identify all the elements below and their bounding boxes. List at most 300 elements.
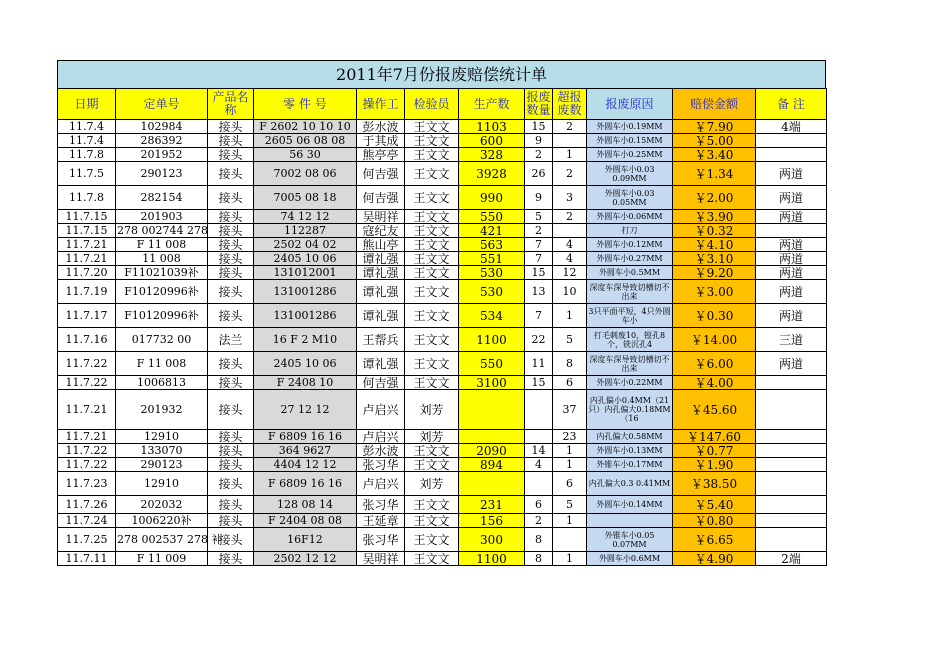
cell-qty: 231 (459, 496, 525, 514)
cell-qty: 1103 (459, 120, 525, 134)
cell-date: 11.7.22 (58, 376, 116, 390)
cell-amount: ￥7.90 (673, 120, 756, 134)
cell-scrap: 9 (525, 186, 553, 210)
cell-scrap: 15 (525, 376, 553, 390)
cell-inspector: 王文文 (405, 514, 459, 528)
cell-date: 11.7.11 (58, 552, 116, 566)
cell-product: 接头 (208, 280, 254, 304)
cell-worker: 熊山亭 (357, 238, 405, 252)
cell-product: 接头 (208, 210, 254, 224)
cell-inspector: 王文文 (405, 444, 459, 458)
cell-scrap: 4 (525, 458, 553, 472)
cell-worker: 谭礼强 (357, 352, 405, 376)
cell-inspector: 王文文 (405, 186, 459, 210)
cell-worker: 于其成 (357, 134, 405, 148)
cell-order: 12910 (116, 472, 208, 496)
header-over: 超报废数 (553, 89, 587, 120)
cell-worker: 何吉强 (357, 162, 405, 186)
cell-amount: ￥3.90 (673, 210, 756, 224)
table-row (58, 328, 827, 352)
cell-inspector: 王文文 (405, 528, 459, 552)
cell-date: 11.7.15 (58, 210, 116, 224)
cell-order: 290123 (116, 162, 208, 186)
cell-over: 12 (553, 266, 587, 280)
cell-order: 1006220补 (116, 514, 208, 528)
header-row (58, 89, 827, 120)
cell-amount: ￥45.60 (673, 390, 756, 430)
cell-scrap: 6 (525, 496, 553, 514)
cell-over: 3 (553, 186, 587, 210)
cell-order: 201903 (116, 210, 208, 224)
cell-date: 11.7.21 (58, 390, 116, 430)
cell-date: 11.7.4 (58, 120, 116, 134)
cell-scrap: 2 (525, 514, 553, 528)
cell-reason: 内孔偏大0.3 0.41MM (587, 472, 673, 496)
cell-inspector: 王文文 (405, 328, 459, 352)
cell-over: 23 (553, 430, 587, 444)
header-inspector: 检验员 (405, 89, 459, 120)
cell-qty: 563 (459, 238, 525, 252)
cell-part: 131001286 (254, 280, 357, 304)
cell-reason: 深度车深导致切槽切不出来 (587, 352, 673, 376)
cell-qty: 534 (459, 304, 525, 328)
cell-note (756, 390, 827, 430)
cell-over: 2 (553, 162, 587, 186)
table-row (58, 472, 827, 496)
cell-product: 接头 (208, 444, 254, 458)
cell-over: 10 (553, 280, 587, 304)
cell-order: 202032 (116, 496, 208, 514)
cell-amount: ￥2.00 (673, 186, 756, 210)
cell-inspector: 王文文 (405, 210, 459, 224)
cell-qty: 156 (459, 514, 525, 528)
cell-worker: 王延章 (357, 514, 405, 528)
cell-qty (459, 430, 525, 444)
cell-reason: 打毛刺废10，镗孔8个，铣沉孔4 (587, 328, 673, 352)
cell-part: 4404 12 12 (254, 458, 357, 472)
cell-part: F 2602 10 10 10 (254, 120, 357, 134)
cell-reason: 打刀 (587, 224, 673, 238)
cell-amount: ￥147.60 (673, 430, 756, 444)
cell-qty: 1100 (459, 328, 525, 352)
cell-qty: 600 (459, 134, 525, 148)
cell-date: 11.7.8 (58, 148, 116, 162)
cell-over: 2 (553, 120, 587, 134)
cell-qty: 2090 (459, 444, 525, 458)
cell-worker: 谭礼强 (357, 304, 405, 328)
cell-product: 接头 (208, 514, 254, 528)
cell-part: 364 9627 (254, 444, 357, 458)
cell-amount: ￥5.00 (673, 134, 756, 148)
cell-reason: 外圆车小0.13MM (587, 444, 673, 458)
table-row (58, 280, 827, 304)
cell-date: 11.7.19 (58, 280, 116, 304)
cell-order: 282154 (116, 186, 208, 210)
cell-worker: 寇纪友 (357, 224, 405, 238)
cell-product: 接头 (208, 376, 254, 390)
cell-reason: 内孔偏大0.58MM (587, 430, 673, 444)
cell-order: F11021039补 (116, 266, 208, 280)
cell-amount: ￥0.32 (673, 224, 756, 238)
cell-note: 三道 (756, 328, 827, 352)
cell-scrap: 15 (525, 266, 553, 280)
cell-worker: 谭礼强 (357, 266, 405, 280)
cell-order: F 11 009 (116, 552, 208, 566)
cell-qty: 551 (459, 252, 525, 266)
cell-note: 两道 (756, 266, 827, 280)
cell-worker: 张习华 (357, 496, 405, 514)
cell-note (756, 496, 827, 514)
cell-product: 法兰 (208, 328, 254, 352)
cell-product: 接头 (208, 238, 254, 252)
cell-part: 131001286 (254, 304, 357, 328)
cell-qty: 300 (459, 528, 525, 552)
table-row (58, 148, 827, 162)
cell-date: 11.7.16 (58, 328, 116, 352)
cell-amount: ￥3.00 (673, 280, 756, 304)
cell-over: 5 (553, 328, 587, 352)
cell-reason: 外圆车小0.19MM (587, 120, 673, 134)
cell-reason: 外圆车小0.25MM (587, 148, 673, 162)
cell-part: F 6809 16 16 (254, 472, 357, 496)
cell-reason: 外锥车小0.05 0.07MM (587, 528, 673, 552)
cell-product: 接头 (208, 120, 254, 134)
cell-date: 11.7.24 (58, 514, 116, 528)
cell-date: 11.7.22 (58, 352, 116, 376)
cell-part: 27 12 12 (254, 390, 357, 430)
cell-over: 6 (553, 376, 587, 390)
cell-amount: ￥4.10 (673, 238, 756, 252)
cell-order: 278 002744 278 (117, 223, 208, 237)
table-row (58, 162, 827, 186)
cell-note: 两道 (756, 280, 827, 304)
cell-order: 201932 (116, 390, 208, 430)
cell-date: 11.7.20 (58, 266, 116, 280)
cell-reason: 外圆车小0.15MM (587, 134, 673, 148)
cell-order: 290123 (116, 458, 208, 472)
table-row (58, 224, 827, 238)
cell-order: 12910 (116, 430, 208, 444)
cell-date: 11.7.5 (58, 162, 116, 186)
cell-reason: 外锥车小0.17MM (587, 458, 673, 472)
cell-reason: 3只平面平短，4只外圆车小 (587, 304, 673, 328)
cell-date: 11.7.22 (58, 444, 116, 458)
cell-scrap (525, 390, 553, 430)
table-row (58, 496, 827, 514)
cell-part: F 2408 10 (254, 376, 357, 390)
cell-note (756, 444, 827, 458)
table-row (58, 304, 827, 328)
cell-product: 接头 (208, 148, 254, 162)
cell-part: 2405 10 06 (254, 352, 357, 376)
cell-reason: 外圆车小0.03 0.09MM (587, 162, 673, 186)
cell-order: 133070 (116, 444, 208, 458)
cell-note (756, 528, 827, 552)
cell-scrap: 8 (525, 552, 553, 566)
cell-inspector: 王文文 (405, 376, 459, 390)
cell-inspector: 王文文 (405, 252, 459, 266)
cell-amount: ￥1.34 (673, 162, 756, 186)
header-product: 产品名称 (208, 89, 254, 120)
cell-inspector: 王文文 (405, 162, 459, 186)
cell-worker: 张习华 (357, 458, 405, 472)
cell-reason: 外圆车小0.06MM (587, 210, 673, 224)
cell-inspector: 王文文 (405, 148, 459, 162)
cell-worker: 熊亭亭 (357, 148, 405, 162)
cell-scrap: 26 (525, 162, 553, 186)
cell-order: F10120996补 (116, 280, 208, 304)
cell-over: 5 (553, 496, 587, 514)
cell-amount: ￥6.65 (673, 528, 756, 552)
cell-scrap: 15 (525, 120, 553, 134)
cell-product: 接头 (208, 496, 254, 514)
cell-date: 11.7.25 (58, 528, 116, 552)
cell-qty: 530 (459, 280, 525, 304)
table-row (58, 552, 827, 566)
cell-date: 11.7.21 (58, 252, 116, 266)
cell-product: 接头 (208, 430, 254, 444)
cell-qty: 3928 (459, 162, 525, 186)
cell-reason: 外圆车小0.03 0.05MM (587, 186, 673, 210)
cell-inspector: 王文文 (405, 224, 459, 238)
cell-worker: 王帮兵 (357, 328, 405, 352)
cell-over: 37 (553, 390, 587, 430)
cell-scrap: 2 (525, 148, 553, 162)
cell-order: 11 008 (116, 252, 208, 266)
cell-date: 11.7.4 (58, 134, 116, 148)
cell-part: 74 12 12 (254, 210, 357, 224)
header-date: 日期 (58, 89, 116, 120)
cell-inspector: 王文文 (405, 552, 459, 566)
cell-note: 两道 (756, 352, 827, 376)
header-part: 零 件 号 (254, 89, 357, 120)
cell-note: 4端 (756, 120, 827, 134)
table-row (58, 390, 827, 430)
cell-note: 两道 (756, 186, 827, 210)
table-row (58, 430, 827, 444)
sheet-title: 2011年7月份报废赔偿统计单 (57, 60, 826, 88)
cell-part: 7005 08 18 (254, 186, 357, 210)
cell-part: 56 30 (254, 148, 357, 162)
table-row (58, 514, 827, 528)
header-qty: 生产数 (459, 89, 525, 120)
table-row (58, 134, 827, 148)
cell-inspector: 刘芳 (405, 390, 459, 430)
cell-worker: 卢启兴 (357, 430, 405, 444)
cell-note: 两道 (756, 304, 827, 328)
cell-amount: ￥9.20 (673, 266, 756, 280)
cell-reason: 外圆车小0.27MM (587, 252, 673, 266)
cell-part: 2405 10 06 (254, 252, 357, 266)
cell-over: 2 (553, 210, 587, 224)
cell-qty: 3100 (459, 376, 525, 390)
cell-amount: ￥4.90 (673, 552, 756, 566)
cell-amount: ￥3.10 (673, 252, 756, 266)
cell-worker: 吴明祥 (357, 210, 405, 224)
cell-scrap: 9 (525, 134, 553, 148)
cell-over: 1 (553, 552, 587, 566)
cell-amount: ￥4.00 (673, 376, 756, 390)
cell-qty (459, 390, 525, 430)
header-amount: 赔偿金额 (673, 89, 756, 120)
cell-qty: 421 (459, 224, 525, 238)
cell-date: 11.7.21 (58, 238, 116, 252)
cell-note: 两道 (756, 162, 827, 186)
cell-note (756, 224, 827, 238)
table-row (58, 252, 827, 266)
cell-amount: ￥6.00 (673, 352, 756, 376)
cell-part: 128 08 14 (254, 496, 357, 514)
cell-scrap: 7 (525, 238, 553, 252)
cell-note (756, 430, 827, 444)
cell-reason (587, 514, 673, 528)
cell-reason: 外圆车小0.5MM (587, 266, 673, 280)
cell-inspector: 王文文 (405, 304, 459, 328)
cell-date: 11.7.22 (58, 458, 116, 472)
cell-amount: ￥0.80 (673, 514, 756, 528)
cell-over (553, 528, 587, 552)
cell-note: 两道 (756, 210, 827, 224)
cell-order: 286392 (116, 134, 208, 148)
cell-amount: ￥14.00 (673, 328, 756, 352)
table-row (58, 458, 827, 472)
cell-part: 112287 (254, 224, 357, 238)
cell-order: 278 002537 278 补 (116, 528, 208, 552)
cell-worker: 卢启兴 (357, 472, 405, 496)
cell-scrap: 8 (525, 528, 553, 552)
cell-product: 接头 (208, 458, 254, 472)
cell-note (756, 458, 827, 472)
cell-reason: 外圆车小0.14MM (587, 496, 673, 514)
cell-note (756, 376, 827, 390)
cell-over: 1 (553, 458, 587, 472)
cell-scrap: 5 (525, 210, 553, 224)
cell-worker: 谭礼强 (357, 252, 405, 266)
cell-product: 接头 (208, 552, 254, 566)
cell-over: 1 (553, 444, 587, 458)
header-note: 备 注 (756, 89, 827, 120)
cell-qty: 894 (459, 458, 525, 472)
cell-scrap: 14 (525, 444, 553, 458)
table-row (58, 352, 827, 376)
cell-part: F 6809 16 16 (254, 430, 357, 444)
table-row (58, 120, 827, 134)
table-row (58, 528, 827, 552)
cell-scrap: 13 (525, 280, 553, 304)
cell-part: 2502 04 02 (254, 238, 357, 252)
cell-product: 接头 (208, 352, 254, 376)
cell-inspector: 王文文 (405, 496, 459, 514)
cell-over: 4 (553, 252, 587, 266)
cell-qty (459, 472, 525, 496)
table-row (58, 376, 827, 390)
cell-qty: 530 (459, 266, 525, 280)
cell-worker: 卢启兴 (357, 390, 405, 430)
cell-amount: ￥5.40 (673, 496, 756, 514)
cell-worker: 彭水波 (357, 120, 405, 134)
cell-product: 接头 (208, 390, 254, 430)
cell-scrap: 11 (525, 352, 553, 376)
cell-part: 7002 08 06 (254, 162, 357, 186)
cell-scrap: 2 (525, 224, 553, 238)
cell-product: 接头 (208, 252, 254, 266)
cell-part: 16F12 (254, 528, 357, 552)
cell-date: 11.7.17 (58, 304, 116, 328)
scrap-table (57, 88, 827, 566)
cell-date: 11.7.23 (58, 472, 116, 496)
cell-scrap (525, 472, 553, 496)
cell-reason: 外圆车小0.6MM (587, 552, 673, 566)
cell-product: 接头 (208, 472, 254, 496)
cell-qty: 328 (459, 148, 525, 162)
cell-product: 接头 (208, 224, 254, 238)
cell-over: 1 (553, 514, 587, 528)
cell-qty: 550 (459, 352, 525, 376)
cell-qty: 1100 (459, 552, 525, 566)
cell-note (756, 514, 827, 528)
cell-inspector: 王文文 (405, 266, 459, 280)
cell-product: 接头 (208, 266, 254, 280)
cell-part: 2502 12 12 (254, 552, 357, 566)
cell-order: F10120996补 (116, 304, 208, 328)
cell-part: 16 F 2 M10 (254, 328, 357, 352)
cell-scrap: 22 (525, 328, 553, 352)
header-worker: 操作工 (357, 89, 405, 120)
table-row (58, 444, 827, 458)
cell-inspector: 王文文 (405, 458, 459, 472)
cell-order: 201952 (116, 148, 208, 162)
cell-worker: 何吉强 (357, 186, 405, 210)
cell-worker: 谭礼强 (357, 280, 405, 304)
cell-scrap (525, 430, 553, 444)
cell-over: 1 (553, 148, 587, 162)
cell-product: 接头 (208, 528, 254, 552)
cell-product: 接头 (208, 304, 254, 328)
table-row (58, 210, 827, 224)
cell-product: 接头 (208, 162, 254, 186)
cell-over (553, 224, 587, 238)
header-reason: 报废原因 (587, 89, 673, 120)
cell-order: F 11 008 (116, 238, 208, 252)
cell-amount: ￥38.50 (673, 472, 756, 496)
cell-worker: 吴明祥 (357, 552, 405, 566)
cell-worker: 彭水波 (357, 444, 405, 458)
header-scrap: 报废数量 (525, 89, 553, 120)
cell-note: 2端 (756, 552, 827, 566)
cell-worker: 张习华 (357, 528, 405, 552)
cell-amount: ￥0.77 (673, 444, 756, 458)
header-order: 定单号 (116, 89, 208, 120)
cell-date: 11.7.15 (58, 224, 116, 238)
cell-date: 11.7.8 (58, 186, 116, 210)
cell-product: 接头 (208, 186, 254, 210)
cell-amount: ￥0.30 (673, 304, 756, 328)
cell-date: 11.7.21 (58, 430, 116, 444)
cell-part: 2605 06 08 08 (254, 134, 357, 148)
cell-part: 131012001 (254, 266, 357, 280)
cell-inspector: 王文文 (405, 238, 459, 252)
cell-date: 11.7.26 (58, 496, 116, 514)
cell-inspector: 王文文 (405, 352, 459, 376)
cell-over: 6 (553, 472, 587, 496)
cell-qty: 550 (459, 210, 525, 224)
cell-scrap: 7 (525, 252, 553, 266)
cell-part: F 2404 08 08 (254, 514, 357, 528)
cell-reason: 外圆车小0.12MM (587, 238, 673, 252)
table-row (58, 266, 827, 280)
cell-order: 017732 00 (116, 328, 208, 352)
cell-amount: ￥1.90 (673, 458, 756, 472)
